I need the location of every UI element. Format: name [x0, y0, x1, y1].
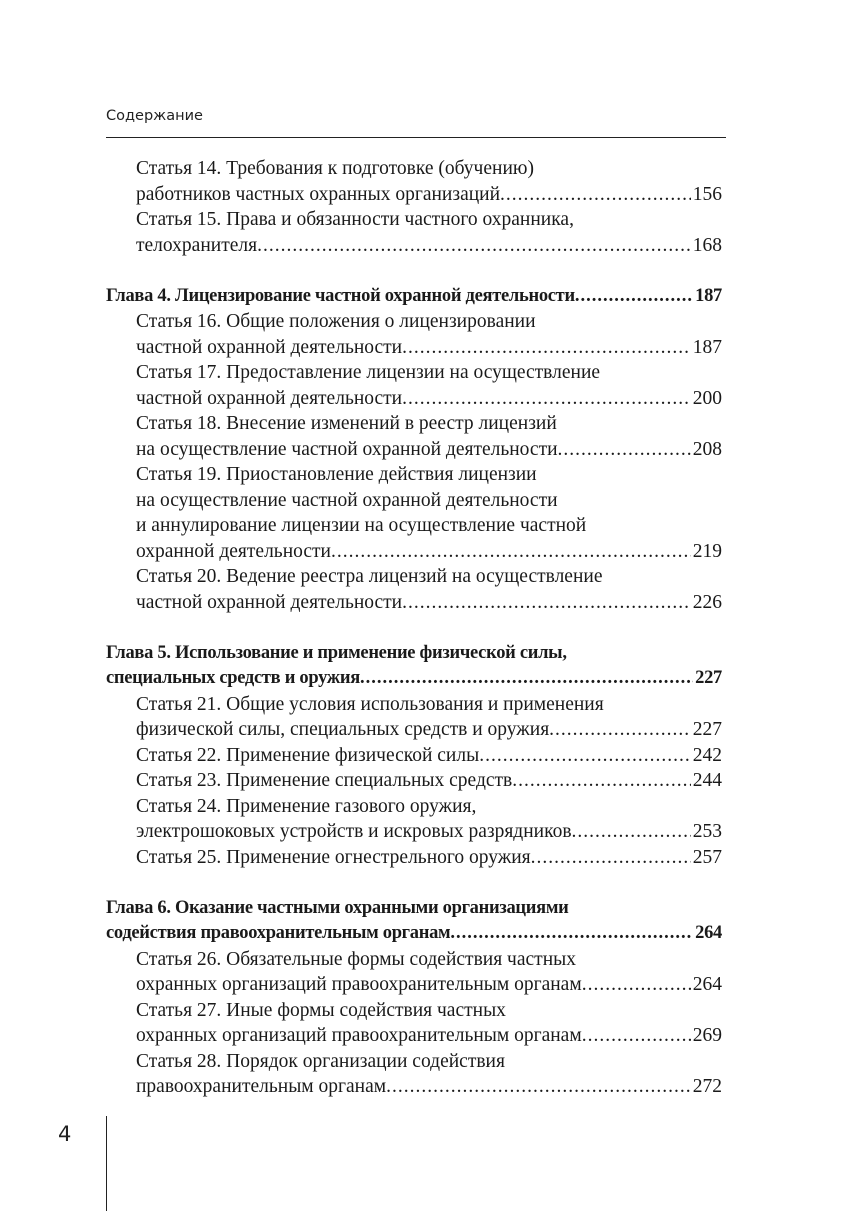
dot-leader: [386, 1074, 691, 1100]
toc-line: на осуществление частной охранной деятельности: [136, 489, 558, 511]
toc-entry-text: телохранителя: [136, 234, 258, 256]
dot-leader: [572, 819, 691, 845]
toc-entry-text: работников частных охранных организаций: [136, 183, 501, 205]
toc-entry-text: правоохранительным органам: [136, 1076, 387, 1097]
toc-entry-text: частной охранной деятельности: [136, 387, 403, 409]
toc-entry-text: на осуществление частной охранной деятельности: [136, 438, 558, 460]
toc-entry: [106, 743, 722, 769]
dot-leader: [402, 590, 691, 616]
dot-leader: [360, 666, 693, 692]
toc-line: Статья 27. Иные формы содействия частных: [136, 999, 506, 1021]
toc-line: Статья 24. Применение газового оружия,: [136, 795, 477, 817]
toc-entry-text: Статья 23. Применение специальных средств: [136, 770, 513, 791]
toc-line: Статья 26. Обязательные формы содействия частных: [136, 948, 576, 970]
chapter-title: Глава 4. Лицензирование частной охранной деятельности: [106, 285, 575, 306]
running-header: Содержание: [106, 108, 203, 124]
toc-entry-text: Статья 25. Применение огнестрельного оружия: [136, 846, 531, 868]
dot-leader: [500, 182, 691, 208]
toc-line: Статья 17. Предоставление лицензии на осуществление: [136, 362, 601, 383]
toc-entry: [106, 539, 722, 565]
table-of-contents: [106, 156, 722, 1100]
dot-leader: [575, 284, 693, 310]
toc-entry-text: частной охранной деятельности: [136, 591, 403, 613]
page-number: 4: [58, 1122, 72, 1146]
footer-rule: [106, 1116, 107, 1211]
toc-line: Статья 15. Права и обязанности частного охранника,: [136, 209, 574, 230]
chapter-heading: Глава 5. Использование и применение физической силы,: [106, 642, 567, 663]
dot-leader: [582, 972, 691, 998]
toc-entry: [106, 1023, 722, 1049]
page-ref: 156: [692, 183, 722, 205]
chapter-title: специальных средств и оружия: [106, 668, 360, 688]
toc-entry: [106, 182, 722, 208]
chapter-title: содействия правоохранительным органам: [106, 923, 451, 943]
page-ref: 168: [692, 234, 722, 256]
page-ref: 219: [692, 540, 722, 562]
toc-entry-text: Статья 22. Применение физической силы: [136, 744, 480, 766]
dot-leader: [402, 335, 691, 361]
dot-leader: [558, 437, 691, 463]
chapter-heading: [106, 284, 722, 310]
dot-leader: [450, 921, 693, 947]
toc-entry-text: электрошоковых устройств и искровых разрядников: [136, 821, 572, 842]
toc-entry: [106, 386, 722, 412]
dot-leader: [512, 768, 690, 794]
page-ref: 272: [692, 1076, 722, 1097]
toc-line: Статья 21. Общие условия использования и применения: [136, 693, 604, 715]
toc-entry-text: частной охранной деятельности: [136, 336, 403, 358]
dot-leader: [402, 386, 691, 412]
toc-entry: [106, 845, 722, 871]
toc-line: Статья 19. Приостановление действия лицензии: [136, 464, 537, 485]
header-rule: [106, 137, 726, 138]
dot-leader: [549, 717, 691, 743]
toc-entry: [106, 717, 722, 743]
page-ref: 269: [692, 1025, 722, 1046]
toc-line: и аннулирование лицензии на осуществление частной: [136, 515, 587, 536]
dot-leader: [331, 539, 691, 565]
toc-entry: [106, 819, 722, 845]
page-ref: 187: [695, 285, 722, 306]
page-ref: 208: [692, 438, 722, 460]
toc-entry: [106, 335, 722, 361]
page-ref: 200: [692, 387, 722, 409]
page-ref: 226: [692, 591, 722, 613]
dot-leader: [531, 845, 691, 871]
toc-entry-text: охранных организаций правоохранительным органам: [136, 974, 582, 995]
page-ref: 227: [695, 668, 722, 688]
page-ref: 227: [692, 719, 722, 740]
toc-line: Статья 16. Общие положения о лицензировании: [136, 311, 536, 332]
chapter-heading: [106, 666, 722, 692]
page-ref: 264: [692, 974, 722, 995]
page-ref: 264: [695, 923, 722, 943]
toc-line: Статья 14. Требования к подготовке (обучению): [136, 158, 534, 179]
page-ref: 257: [692, 846, 722, 868]
dot-leader: [582, 1023, 691, 1049]
chapter-heading: [106, 921, 722, 947]
toc-entry-text: охранной деятельности: [136, 540, 331, 562]
toc-entry: [106, 590, 722, 616]
toc-line: Статья 20. Ведение реестра лицензий на осуществление: [136, 566, 603, 587]
toc-entry-text: физической силы, специальных средств и оружия: [136, 719, 550, 740]
toc-entry: [106, 972, 722, 998]
dot-leader: [479, 743, 691, 769]
toc-entry: [106, 233, 722, 259]
dot-leader: [257, 233, 691, 259]
page-ref: 242: [692, 744, 722, 766]
toc-line: Статья 18. Внесение изменений в реестр лицензий: [136, 413, 557, 434]
page-ref: 244: [692, 770, 722, 791]
toc-entry: [106, 768, 722, 794]
page-ref: 253: [692, 821, 722, 842]
toc-entry: [106, 437, 722, 463]
toc-entry-text: охранных организаций правоохранительным органам: [136, 1025, 582, 1046]
toc-entry: [106, 1074, 722, 1100]
page-ref: 187: [692, 336, 722, 358]
toc-line: Статья 28. Порядок организации содействия: [136, 1050, 505, 1072]
chapter-heading: Глава 6. Оказание частными охранными организациями: [106, 897, 569, 918]
